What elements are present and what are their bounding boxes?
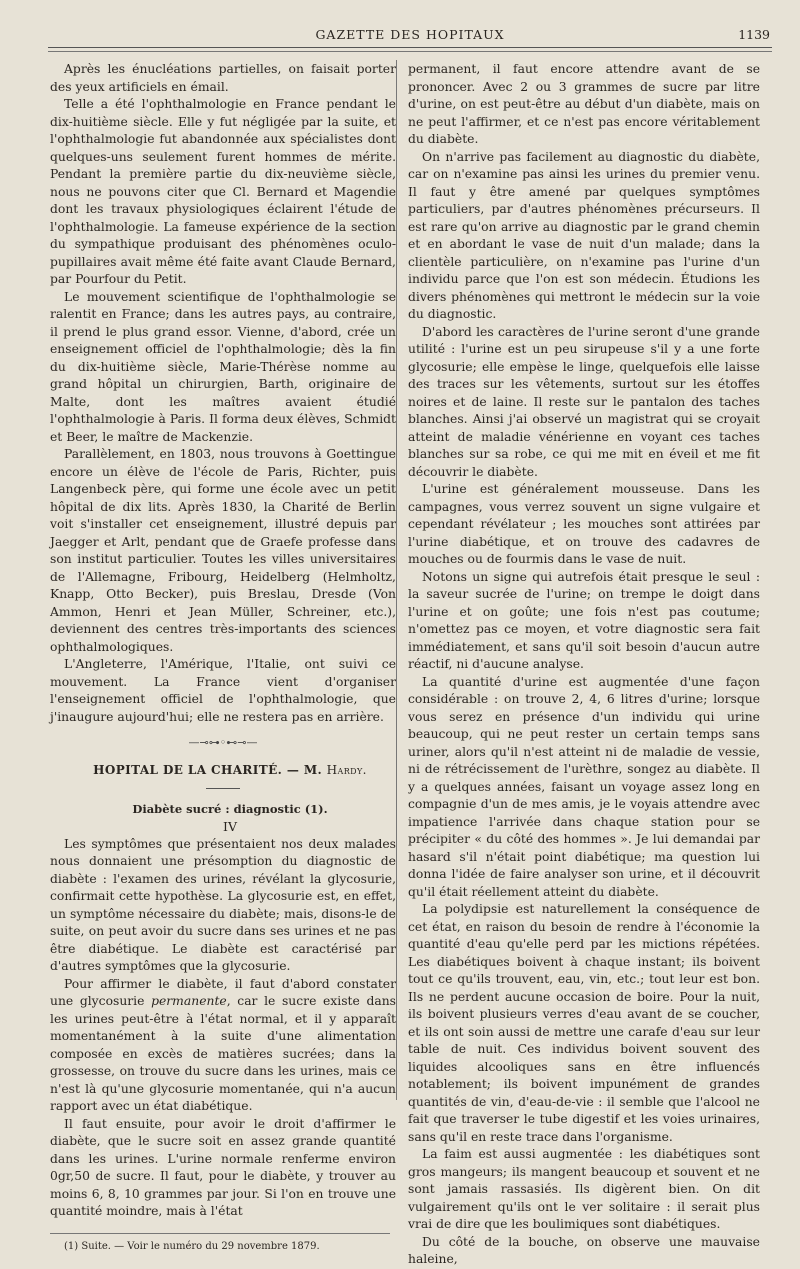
- paragraph: L'urine est généralement mousseuse. Dans les campagnes, vous verrez souvent un signe vulgaire et cependant révélateur ; les mouches sont attirées par l'urine diabétique, et on trouve des cadavres de mouches ou de fourmis dans le vase de nuit.: [408, 482, 760, 566]
- section-title: [50, 762, 396, 780]
- paragraph: La faim est aussi augmentée : les diabétiques sont gros mangeurs; ils mangent beaucoup et souvent et ne sont jamais rassasiés. Ils digèrent bien. On dit vulgairement qu'ils ont le ver solitaire : il serait plus vrai de dire que les boulimiques sont diabétiques.: [408, 1147, 760, 1231]
- paragraph: Les symptômes que présentaient nos deux malades nous donnaient une présomption du diagnostic de diabète : l'examen des urines, révélant la glycosurie, confirmait cette hypothèse. La glycosurie est, en effet, un symptôme nécessaire du diabète; mais, disons-le de suite, on peut avoir du sucre dans ses urines et ne pas être diabétique. Le diabète est caractérisé par d'autres symptômes que la glycosurie.: [50, 836, 396, 973]
- paragraph: Notons un signe qui autrefois était presque le seul : la saveur sucrée de l'urine; on trempe le doigt dans l'urine et on goûte; une fois n'est pas coutume; n'omettez pas ce moyen, et votre diagnostic sera fait immédiatement, et sans qu'il soit besoin d'aucun autre réactif, ni d'aucune analyse.: [408, 569, 760, 671]
- paragraph: La polydipsie est naturellement la conséquence de cet état, en raison du besoin de rendre à l'économie la quantité d'eau qu'elle perd par les mictions répétées. Les diabétiques boivent à chaque instant; ils boivent tout ce qu'ils trouvent, eau, vin, etc.; tout leur est bon. Ils ne perdent aucune occasion de boire. Pour la nuit, ils boivent plusieurs verres d'eau avant de se coucher, et ils ont soin aussi de mettre une carafe d'eau sur leur table de nuit. Ces individus boivent souvent des liquides alcooliques sans en être influencés notablement; ils boivent impunément de grandes quantités de vin, d'eau-de-vie : il semble que l'alcool ne fait que traverser le tube digestif et les voies urinaires, sans qu'il en reste trace dans l'organisme.: [408, 902, 760, 1144]
- paragraph: Le mouvement scientifique de l'ophthalmologie se ralentit en France; dans les autres pays, au contraire, il prend le plus grand essor. Vienne, d'abord, crée un enseignement officiel de l'ophthalmologie; dès la fin du dix-huitième siècle, Marie-Thérèse nomme au grand hôpital un chirurgien, Barth, originaire de Malte, dont les maîtres avaient étudié l'ophthalmologie à Paris. Il forma deux élèves, Schmidt et Beer, le maître de Mackenzie.: [50, 289, 396, 444]
- footnote: (1) Suite. — Voir le numéro du 29 novembre 1879.: [64, 1240, 320, 1252]
- paragraph: D'abord les caractères de l'urine seront d'une grande utilité : l'urine est un peu sirupeuse s'il y a une forte glycosurie; elle empèse le linge, quelquefois elle laisse des traces sur les vêtements, surtout sur les étoffes noires et de laine. Il reste sur le pantalon des taches blanches. Ainsi j'ai observé un magistrat qui se croyait atteint de maladie vénérienne en voyant ces taches blanches sur sa robe, ce qui me mit en éveil et me fit découvrir le diabète.: [408, 324, 760, 479]
- section-title-text: HOPITAL DE LA CHARITÉ. — M.: [93, 763, 323, 777]
- paragraph: Après les énucléations partielles, on faisait porter des yeux artificiels en émail.: [50, 62, 396, 94]
- emphasis: permanente: [151, 994, 227, 1008]
- ornament-divider: —⊸⊶◦⊷⊸—: [188, 736, 258, 749]
- section-author: Hardy.: [326, 763, 367, 777]
- left-column: [50, 61, 396, 1253]
- text-run: , car le sucre existe dans les urines peut-être à l'état normal, et il y apparaît momentanément à la suite d'une alimentation composée en excès de matières sucrées; dans la grossesse, on trouve du sucre dans les urines, mais ce n'est là qu'une glycosurie momentanée, qui n'a aucun rapport avec un état diabétique.: [50, 994, 396, 1113]
- paragraph: On n'arrive pas facilement au diagnostic du diabète, car on n'examine pas ainsi les urines du premier venu. Il faut y être amené par quelques symptômes particuliers, par d'autres phénomènes précurseurs. Il est rare qu'on arrive au diagnostic par le grand chemin et en abordant le vase de nuit d'un malade; dans la clientèle particulière, on n'examine pas l'urine d'un individu parce que l'on est son médecin. Étudions les divers phénomènes qui mettront le médecin sur la voie du diagnostic.: [408, 149, 760, 321]
- page-header: [48, 24, 772, 48]
- page-number: 1139: [738, 27, 770, 42]
- text-run: Pour affirmer le diabète, il faut d'abord constater une glycosurie: [50, 976, 396, 1008]
- paragraph: Du côté de la bouche, on observe une mauvaise haleine,: [408, 1234, 760, 1266]
- short-divider: [206, 788, 240, 789]
- paragraph-glycosurie: [50, 976, 396, 1116]
- paragraph: Telle a été l'ophthalmologie en France pendant le dix-huitième siècle. Elle y fut négligée par la suite, et l'ophthalmologie fut abandonnée aux spécialistes dont quelques-uns seulement furent hommes de mérite. Pendant la première partie du dix-neuvième siècle, nous ne pouvons citer que Cl. Bernard et Magendie dont les travaux physiologiques éclairent l'étude de l'ophthalmologie. La fameuse expérience de la section du sympathique produisant des phénomènes oculo-pupillaires avait même été faite avant Claude Bernard, par Pourfour du Petit.: [50, 97, 396, 286]
- paragraph: Il faut ensuite, pour avoir le droit d'affirmer le diabète, que le sucre soit en assez grande quantité dans les urines. L'urine normale renferme environ 0gr,50 de sucre. Il faut, pour le diabète, y trouver au moins 6, 8, 10 grammes par jour. Si l'on en trouve une quantité moindre, mais à l'état: [50, 1116, 396, 1218]
- paragraph: permanent, il faut encore attendre avant de se prononcer. Avec 2 ou 3 grammes de sucre par litre d'urine, on est peut-être au début d'un diabète, mais on ne peut l'affirmer, et ce n'est pas encore véritablement du diabète.: [408, 62, 760, 146]
- article-subtitle: Diabète sucré : diagnostic (1).: [132, 801, 328, 816]
- header-rule: [48, 47, 772, 52]
- paragraph: L'Angleterre, l'Amérique, l'Italie, ont suivi ce mouvement. La France vient d'organiser l'enseignement officiel de l'ophthalmologie, que j'inaugure aujourd'hui; elle ne restera pas en arrière.: [50, 657, 396, 724]
- right-column: [408, 61, 760, 1269]
- paragraph: La quantité d'urine est augmentée d'une façon considérable : on trouve 2, 4, 6 litres d'urine; lorsque vous serez en présence d'un individu qui urine beaucoup, qui ne peut rester un certain temps sans uriner, alors qu'il n'est atteint ni de maladie de vessie, ni de rétrécissement de l'urèthre, songez au diabète. Il y a quelques années, faisant un voyage assez long en compagnie d'un de mes amis, je le voyais attendre avec impatience l'arrivée dans chaque station pour se précipiter « du côté des hommes ». Je lui demandai par hasard s'il n'était point diabétique; ma question lui donna l'idée de faire analyser son urine, et il découvrit qu'il était réellement atteint du diabète.: [408, 674, 760, 899]
- paragraph: Parallèlement, en 1803, nous trouvons à Goettingue encore un élève de l'école de Paris, Richter, puis Langenbeck père, qui forme une école avec un petit hôpital de dix lits. Après 1830, la Charité de Berlin voit s'installer cet enseignement, illustré depuis par Jaegger et Arlt, pendant que de Graefe professe dans son institut particulier. Toutes les villes universitaires de l'Allemagne, Fribourg, Heidelberg (Helmholtz, Knapp, Otto Becker), puis Breslau, Dresde (Von Ammon, Henri et Jean Müller, Schreiner, etc.), deviennent des centres très-importants des sciences ophthalmologiques.: [50, 447, 396, 654]
- column-divider: [396, 60, 397, 1100]
- journal-title: GAZETTE DES HOPITAUX: [315, 27, 505, 42]
- footnote-rule: [50, 1233, 390, 1234]
- chapter-number: IV: [223, 819, 237, 834]
